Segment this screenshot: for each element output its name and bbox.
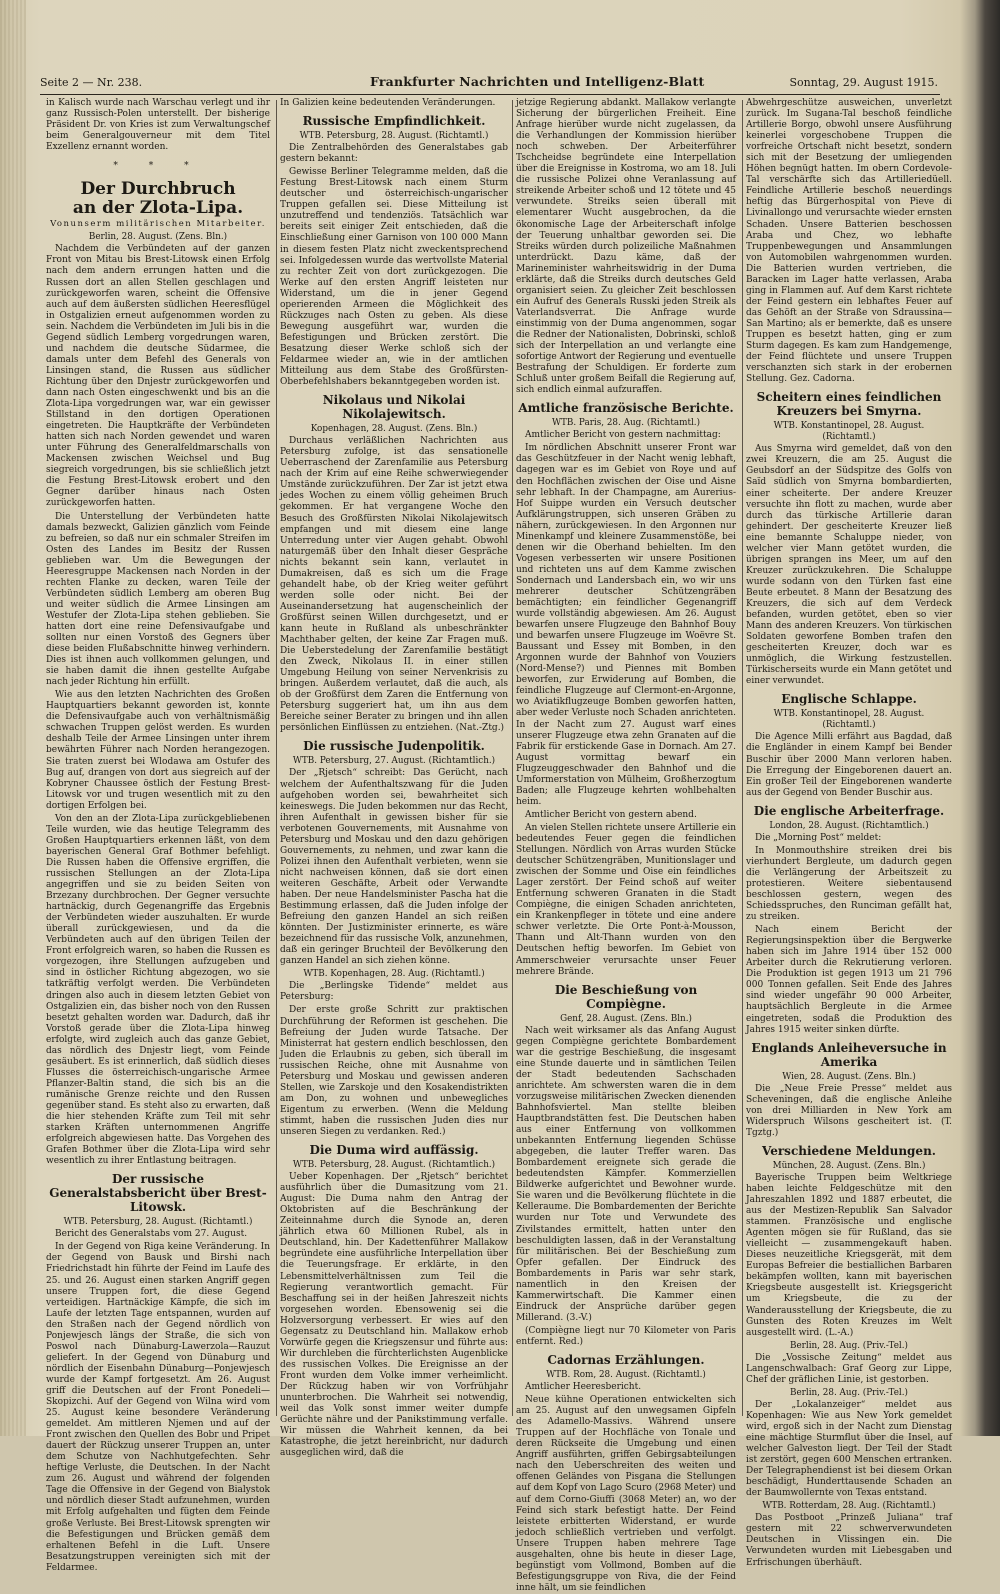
headline: Die englische Arbeiterfrage.	[753, 803, 945, 818]
page-number: Seite 2 — Nr. 238.	[40, 76, 143, 89]
article-text: In Monmouthshire streiken drei bis vierhundert Bergleute, um dadurch gegen die Verlängerung der Arbeitszeit zu protestieren. Weitere siebentausend beschlossen gestern, wegen des Schiedsspruches, den Runciman gefällt hat, zu streiken.	[746, 845, 952, 923]
dateline: WTB. Petersburg, 28. August. (Richtamtlich.)	[292, 1160, 496, 1171]
article-text: Die „Neue Freie Presse“ meldet aus Scheveningen, daß die englische Anleihe von drei Milliarden in New York am Widerspruch Wilsons gescheitert ist. (T. Tgztg.)	[746, 1083, 952, 1138]
headline: Englische Schlappe.	[781, 692, 917, 707]
article-text: Die Zentralbehörden des Generalstabes gab gestern bekannt:	[280, 143, 508, 165]
article-text: Bericht des Generalstabs vom 27. August.	[55, 1229, 248, 1240]
page-binding	[0, 0, 26, 1436]
dateline: WTB. Petersburg, 27. August. (Richtamtlich.)	[292, 756, 496, 767]
article-text: Der „Rjetsch“ schreibt: Das Gerücht, nach welchem der Aufenthaltszwang für die Juden aufgehoben worden sei, bewahrheitet sich keineswegs. Die Juden bekommen nur das Recht, ihren Aufenthalt in gewissen bisher für sie verbotenen Gouvernements, mit Ausnahme von Petersburg und Moskau und den dazu gehörigen Gouvernements, zu nehmen, und zwar kann die Polizei ihnen den Aufenthalt verbieten, wenn sie nicht nachweisen können, daß sie dort einen weiteren Geschäfte, Arbeit oder Verwandte haben. Der neue Handelsminister Pascha hat die Bestimmung erlassen, daß die Juden infolge der Befreiung den ganzen Handel an sich reißen könnten. Der Justizminister erinnerte, es wäre bezeichnend für das russische Volk, anzunehmen, daß ein geringer Bruchteil der Bevölkerung den ganzen Handel an sich ziehen könne.	[280, 768, 508, 967]
article-text: In der Gegend von Riga keine Veränderung. In der Gegend von Bausk und Birshi nach Friedrichstadt hin führte der Feind im Laufe des 25. und 26. August einen starken Angriff gegen unsere Truppen fort, die diese Gegend verteidigen. Hartnäckige Kämpfe, die sich im Laufe der letzten Tage entspannen, wurden auf den Straßen nach der Gegend nördlich von Ponjewjesch längs der Straße, die sich von Poswol nach Dünaburg-Lawerzola—Rauzut geliefert. In der Gegend von Dünaburg und nördlich der Eisenbahn Dünaburg—Ponjewjesch wurde der Kampf fortgesetzt. Am 26. August griff die Deutschen auf der Front Ponedeli—Skopizchi. Auf der Gegend von Wilna wird vom 25. August keine besondere Veränderung gemeldet. Am mittleren Njemen und auf der Front zwischen den Quellen des Bobr und Pripet dauert der Rückzug unserer Truppen an, unter dem Schutze von Nachhutgefechten. Sehr heftige Verluste, die Deutschen. In der Nacht zum 26. August und während der folgenden Tage die Offensive in der Gegend von Bialystok und nördlich dieser Stadt aufzunehmen, wurden mit Erfolg aufgehalten und fügten dem Feinde große Verluste. Bei Brest-Litowsk sprengten wir die Befestigungen und Brücken gemäß dem erhaltenen Befehl in die Luft. Unsere Besatzungstruppen vereinigten sich mit der Feldarmee.	[46, 1242, 270, 1573]
dateline: WTB. Petersburg, 28. August. (Richtamtl.)	[63, 1217, 253, 1228]
byline: Vonunserm militärischen Mitarbeiter.	[50, 219, 266, 230]
column-2	[280, 98, 508, 1459]
article-text: Von den an der Zlota-Lipa zurückgebliebenen Teile wurden, wie das heutige Telegramm des Großen Hauptquartiers erkennen läßt, von dem bayerischen General Graf Bothmer befehligt. Die Russen haben die Offensive ergriffen, die russischen Stellungen an der Zlota-Lipa angegriffen und sie zu beiden Seiten von Brzezany durchbrochen. Der Gegner versuchte hartnäckig, durch Gegenangriffe das Ergebnis der Verbündeten wieder auszuhalten. Er wurde überall zurückgewiesen, und da die Verbündeten auch auf den übrigen Teilen der Front erfolgreich waren, so haben die Russen es vorgezogen, ihre Stellungen aufzugeben und sind in östlicher Richtung abgezogen, wo sie tatkräftig verfolgt werden. Die Verbündeten dringen also auch in diesem letzten Gebiet von Ostgalizien ein, das bisher noch von den Russen besetzt gehalten worden war. Dadurch, daß ihr Vorstoß gerade über die Zlota-Lipa hinweg erfolgte, wird zugleich auch das ganze Gebiet, das nördlich des Dnjestr liegt, vom Feinde gesäubert. Es ist erinnerlich, daß südlich dieses Flusses die österreichisch-ungarische Armee Pflanzer-Baltin stand, die sich bis an die rumänische Grenze reichte und den Russen gegenüber stand. Es steht also zu erwarten, daß die hier stehenden Kräfte zum Teil mit sehr starken Kräften unternommenen Angriffe erfolgreich abgewiesen hatte. Das Vorgehen des Grafen Bothmer über die Zlota-Lipa wird sehr wesentlich zu ihrer Entlastung beitragen.	[46, 813, 270, 1167]
dateline: München, 28. August. (Zens. Bln.)	[772, 1160, 926, 1171]
newspaper-title: Frankfurter Nachrichten und Intelligenz-Blatt	[370, 74, 705, 89]
article-text: Die „Morning Post“ meldet:	[755, 832, 882, 843]
article-text: Bayerische Truppen beim Weltkriege haben leichte Feldgeschütze mit den Jahreszahlen 1892 und 1887 erbeutet, die aus der Mestizen-Republik San Salvador stammen. Französische und englische Agenten mögen sie für Rußland, das sie vielleicht — zusammengekauft haben. Dieses neuzeitliche Kriegsgerät, mit dem Europas Befreier die bestiallichen Barbaren bekämpfen wollten, kann mit bayerischen Kriegsbeute ausgestellt ist. Kriegsgericht um Kriegsbeute, die zu der Wanderausstellung der Kriegsbeute, die zu Gunsten des Roten Kreuzes im Welt ausgestellt wird. (L.-A.)	[746, 1172, 952, 1338]
article-text: Amtlicher Heeresbericht.	[525, 1382, 642, 1393]
article-text: jetzige Regierung abdankt. Mallakow verlangte Sicherung der bürgerlichen Freiheit. Eine Anfrage hierüber wurde nicht zugelassen, da die Verhandlungen der Kommission hierüber noch schweben. Der Arbeiterführer Tschcheidse begründete eine Interpellation über die Ereignisse in Kostroma, wo am 18. Juli die russische Polizei ohne Veranlassung auf streikende Arbeiter schoß und 12 tötete und 45 verwundete. Streiks seien überall mit elementarer Wucht ausgebrochen, da die ökonomische Lage der Arbeiterschaft infolge der Teuerung unhaltbar geworden sei. Die Streiks würden durch polizeiliche Maßnahmen unterdrückt. Dazu käme, daß der Marineminister wahrheitswidrig in der Duma erklärte, daß die Streiks durch deutsches Geld organisiert seien. Zu gleicher Zeit beschlossen ein Aufruf des Generals Russki jeden Streik als Vaterlandsverrat. Die Anfrage wurde einstimmig von der Duma angenommen, sogar die Redner der Nationalisten, Dobrinski, schloß sich der Interpellation an und verlangte eine sofortige Antwort der Regierung und eventuelle Bestrafung der Schuldigen. Er forderte zum Schluß unter großem Beifall die Regierung auf, sich endlich einmal aufzuraffen.	[516, 98, 736, 396]
article-text: Die „Vossische Zeitung“ meldet aus Langenschwalbach: Graf Georg zur Lippe, Chef der gräflichen Linie, ist gestorben.	[746, 1352, 952, 1385]
article-text: Neue kühne Operationen entwickelten sich am 25. August auf den unwegsamen Gipfeln des Adamello-Massivs. Während unsere Truppen auf der Hochfläche von Tonale und deren Rückseite die Umgebung und einen Angriff ausführten, griffen Gebirgsabteilungen nach den Ueberschreiten des weiten und offenen Geländes von Pisgana die Stellungen auf dem Kopf von Lago Scuro (2968 Meter) und auf dem Corno-Giuffi (3068 Meter) an, wo der Feind sich stark befestigt hatte. Der Feind leistete erbitterten Widerstand, er wurde jedoch schließlich vertrieben und verfolgt. Unsere Truppen haben mehrere Tage ausgehalten, ohne bis heute in dieser Lage, begünstigt vom Vollmond, Bomben auf die Befestigungsgruppe von Riva, die der Feind inne hält, um sie feindlichen	[516, 1395, 736, 1593]
column-divider	[276, 100, 277, 1416]
article-text: Gewisse Berliner Telegramme melden, daß die Festung Brest-Litowsk nach einem Sturm deutscher und österreichisch-ungarischer Truppen gefallen sei. Diese Mitteilung ist unzutreffend und tendenziös. Tatsächlich war bereits seit einiger Zeit entschieden, daß die Einschließung einer Garnison von 100 000 Mann in diesem festen Platz nicht zweckentsprechend sei. Infolgedessen wurde das wertvollste Material zu rechter Zeit von dort zurückgezogen. Die Werke auf den ersten Angriff leisteten nur Widerstand, um die in jener Gegend operierenden Armeen die Möglichkeit des Rückzuges nach Osten zu geben. Als diese Bewegung ausgeführt war, wurden die Befestigungen und Brücken zerstört. Die Besatzung dieser Werke schloß sich der Feldarmee wieder an, wie in der amtlichen Mitteilung aus dem Stabe des Großfürsten-Oberbefehlshabers bekanntgegeben worden ist.	[280, 167, 508, 388]
headline: Der russische Generalstabsbericht über Brest-Litowsk.	[49, 1172, 267, 1215]
article-text: Nach weit wirksamer als das Anfang August gegen Compiègne gerichtete Bombardement war die gestrige Beschießung, die insgesamt eine Stunde dauerte und in sämtlichen Teilen der Stadt bedeutenden Sachschaden anrichtete. Am schwersten waren die in dem vorzugsweise militärischen Zwecken dienenden Bahnhofsviertel. Man stellte bleiben Hauptbrandstätten fest. Die Deutschen haben aus einer Entfernung von vollkommen unbekannten Entfernung liegenden Schüsse abgegeben, die lauter Treffer waren. Das Bombardement ereignete sich gerade die bedeutendsten Kämpfer. Kommerziellen Bildwerke aufgerichtet und Bewohner wurde. Sie waren und die Bevölkerung flüchtete in die Kelleraume. Die Bombardementen der Berichte wurden nur Tote und Verwundete des Zivilstandes ermittelt, hatten unter den beschuldigten lassen, daß in der Veranstaltung für militärischen. Bei der Beschießung zum Opfer gefallen. Der Eindruck des Bombardements in Paris war sehr stark, namentlich in den Kreisen der Kammerwirtschaft. Die Kammer einen Eindruck der Ansprüche darüber gegen Millerand. (3.-V.)	[516, 1025, 736, 1323]
dateline: WTB. Petersburg, 28. August. (Richtamtl.)	[299, 131, 489, 142]
headline: Verschiedene Meldungen.	[762, 1143, 936, 1158]
article-text: Abwehrgeschütze ausweichen, unverletzt zurück. Im Sugana-Tal beschoß feindliche Artillerie Borgo, obwohl unsere Ausführung keinerlei vorgeschobene Truppen die vorfreiche Ortschaft nicht besetzt, sondern sich mit der Besetzung der umliegenden Höhen begnügt hatten. Im obern Cordevole-Tal verschärfte sich das Artilleriedüell. Feindliche Artillerie beschoß neuerdings heftig das Bürgerhospital von Pieve di Livinallongo und verursachte wieder ernsten Schaden. Unsere Batterien beschossen Araba und Chez, wo lebhafte Truppenbewegungen und Ansammlungen von Automobilen wahrgenommen wurden. Die Batterien wurden vertrieben, die Baracken im Lager hatte verlassen, Araba ging in Flammen auf. Auf dem Karst richtete der Feind gestern ein lebhaftes Feuer auf das Gehöft an der Straße von Sdraussina—San Martino; als er bemerkte, daß es unsere Truppen es besetzt hatten, ging er zum Sturm dagegen. Es kam zum Handgemenge, der Feind flüchtete und unsere Truppen verschanzten sich stark in der erobernen Stellung. Gez. Cadorna.	[746, 98, 952, 385]
dateline: WTB. Kopenhagen, 28. Aug. (Richtamtl.)	[303, 969, 485, 980]
article-text: Im nördlichen Abschnitt unserer Front war das Geschützfeuer in der Nacht wenig lebhaft, dagegen war es im Gebiet von Roye und auf den Hochflächen zwischen der Oise und Aisne sehr lebhaft. In der Champagne, am Aurerius-Hof Suippe wurden ein Versuch deutscher Aufklärungstruppen, sich unseren Gräben zu nähern, zurückgewiesen. In den Argonnen nur Minenkampf und kleinere Zusammenstöße, bei denen wir die Oberhand behielten. Im den Vogesen verbesserten wir unsere Positionen und richteten uns auf dem Kamme zwischen Sondernach und Landersbach ein, wo wir uns mehrerer deutscher Schützengräben bemächtigten; ein feindlicher Gegenangriff wurde vollständig abgewiesen. Am 26. August bewarfen unsere Flugzeuge den Bahnhof Bouy und bewarfen unsere Flugzeuge im Woëvre St. Baussant und Essey mit Bomben, in den Argonnen wurde der Bahnhof von Vouziers (Nord-Mense?) und Piennes mit Bomben beworfen, zur Erwiderung auf Bomben, die feindliche Flugzeuge auf Clermont-en-Argonne, wo Aviatikflugzeuge Bomben geworfen hatten, aber weder Verluste noch Schaden anrichteten. In der Nacht zum 27. August warf eines unserer Flugzeuge etwa zehn Granaten auf die Fabrik für erstickende Gase in Dornach. Am 27. August vormittag bewarf ein Flugzeuggeschwader den Bahnhof und die Umformerstation von Mülheim, Großherzogtum Baden; alle Flugzeuge kehrten wohlbehalten heim.	[516, 443, 736, 807]
dateline: Genf, 28. August. (Zens. Bln.)	[560, 1013, 692, 1024]
article-text: Wie aus den letzten Nachrichten des Großen Hauptquartiers bekannt geworden ist, konnte die Defensivaufgabe auch von verhältnismäßig schwachen Truppen gelöst werden. Es wurden deshalb Teile der Armee Linsingen unter ihrem bewährten Führer nach Norden herangezogen. Sie traten zuerst bei Wlodawa am Ostufer des Bug auf, drangen von dort aus siegreich auf der Kobryner Chaussee östlich der Festung Brest-Litowsk vor und trugen wesentlich mit zu den dortigen Erfolgen bei.	[46, 690, 270, 811]
article-text: Amtlicher Bericht von gestern abend.	[525, 809, 697, 820]
article-text: Die Unterstellung der Verbündeten hatte damals bezweckt, Galizien gänzlich vom Feinde zu befreien, so daß nur ein schmaler Streifen im Osten des Landes im Besitz der Russen geblieben war. Um die Bewegungen der Heeresgruppe Mackensen nach Norden in der rechten Flanke zu decken, waren Teile der Verbündeten südlich Lemberg am oberen Bug und weiter südlich die Armee Linsingen am Westufer der Zlota-Lipa stehen geblieben. Sie hatten dort eine reine Defensivaufgabe und sollten nur einen Vorstoß des Gegners über diese beiden Flußabschnitte hinweg verhindern. Dies ist ihnen auch vollkommen gelungen, und sie haben damit die ihnen gestellte Aufgabe nach jeder Richtung hin erfüllt.	[46, 511, 270, 688]
column-4	[746, 98, 952, 1568]
dateline: WTB. Konstantinopel, 28. August. (Richtamtl.)	[773, 421, 925, 443]
separator-stars: * * *	[113, 161, 203, 172]
column-divider	[742, 100, 743, 1416]
article-text: An vielen Stellen richtete unsere Artillerie ein bedeutendes Feuer gegen die feindlichen Stellungen. Nördlich von Arras wurden Stücke deutscher Schützengräben, Munitionslager und zwischen der Somme und Oise ein feindliches Lager zerstört. Der Feind schoß auf weiter Entfernung schweren Granaten in die Stadt Compiègne, die einigen Schaden anrichteten, ein Krankenpfleger in tötete und eine andere schwer verletzte. Die Orte Pont-à-Mousson, Thann und Alt-Thann wurden von den Deutschen heftig beworfen. Im Gebiet von Ammerschweier verursachte unser Feuer mehrere Brände.	[516, 822, 736, 977]
article-text: in Kalisch wurde nach Warschau verlegt und ihr ganz Russisch-Polen unterstellt. Der bisherige Präsident Dr. von Kries ist zum Verwaltungschef beim Generalgouverneur mit dem Titel Exzellenz ernannt worden.	[46, 98, 270, 153]
article-text: (Compiègne liegt nur 70 Kilometer von Paris entfernt. Red.)	[516, 1325, 736, 1347]
article-text: In Galizien keine bedeutenden Veränderungen.	[280, 98, 496, 108]
article-text: Die „Berlingske Tidende“ meldet aus Petersburg:	[280, 981, 508, 1003]
dateline: Berlin, 28. Aug. (Priv.-Tel.)	[790, 1340, 908, 1351]
article-text: Das Postboot „Prinzeß Juliana“ traf gestern mit 22 schwerverwundeten Deutschen in Vlissingen ein. Die Verwundeten wurden mit Liebesgaben und Erfrischungen überhäuft.	[746, 1513, 952, 1568]
article-text: Die Agence Milli erfährt aus Bagdad, daß die Engländer in einem Kampf bei Bender Buschir über 2000 Mann verloren haben. Die Erregung der Eingeborenen dauert an. Ein großer Teil der Eingeborenen wanderte aus der Gegend von Bender Buschir aus.	[746, 732, 952, 798]
article-text: Der erste große Schritt zur praktischen Durchführung der Reformen ist geschehen. Die Befreiung der Juden wurde Tatsache. Der Ministerrat hat gestern endlich beschlossen, den Juden die Erlaubnis zu geben, sich überall im russischen Reiche, ohne mit Ausnahme von Petersburg und Moskau und gewissen anderen Stellen, wie Zarskoje und den Kosakendistrikten am Don, zu wohnen und unbewegliches Eigentum zu erwerben. (Wenn die Meldung stimmt, haben die russischen Juden dies nur unseren Siegen zu verdanken. Red.)	[280, 1005, 508, 1137]
column-3	[516, 98, 736, 1593]
article-text: Nach einem Bericht der Regierungsinspektion über die Bergwerke haben sich im Jahre 1914 über 152 000 Arbeiter durch die Rekrutierung verloren. Die Produktion ist gegen 1913 um 21 796 000 Tonnen gefallen. Seit Ende des Jahres sind wieder ungefähr 90 000 Arbeiter, hauptsächlich Bergleute in die Armee eingetreten, sodaß die Produktion des Jahres 1915 weiter sinken dürfte.	[746, 925, 952, 1035]
article-text: Nachdem die Verbündeten auf der ganzen Front von Mitau bis Brest-Litowsk einen Erfolg nach dem andern errungen hatten und die Russen dort an allen Stellen geschlagen und zurückgeworfen waren, scheint die Offensive auch auf dem äußersten südlichen Heeresflügel in Ostgalizien erneut aufgenommen worden zu sein. Nachdem die Verbündeten im Juli bis in die Gegend südlich Lemberg vorgedrungen waren, und nachdem die deutsche Südarmee, die damals unter dem Befehl des Generals von Linsingen stand, die Russen aus südlicher Richtung über den Dnjestr zurückgeworfen und dann nach Osten eingeschwenkt und bis an die Zlota-Lipa vorgedrungen war, war ein gewisser Stillstand in den dortigen Operationen eingetreten. Die Hauptkräfte der Verbündeten hatten sich nach Norden gewendet und waren unter Führung des Generalfeldmarschalls von Mackensen zwischen Weichsel und Bug siegreich vorgedrungen, bis sie schließlich jetzt die Festung Brest-Litowsk erobert und den Gegner darüber hinaus nach Osten zurückgeworfen hatten.	[46, 244, 270, 509]
article-text: Durchaus verläßlichen Nachrichten aus Petersburg zufolge, ist das sensationelle Ueberraschend der Zarenfamilie aus Petersburg nach der Krim auf eine Reihe schwerwiegender Umstände zurückzuführen. Der Zar ist jetzt etwa jedes Wochen zu einem völlig geheimen Bruch gekommen. Er hat vergangene Woche den Besuch des Großfürsten Nikolai Nikolajewitsch empfangen und mit diesem eine lange Unterredung unter vier Augen gehabt. Obwohl naturgemäß über den Inhalt dieser Gespräche nichts bekannt sein kann, verlautet in Dumakreisen, daß es sich um die Frage gehandelt habe, ob der Krieg weiter geführt werden solle oder nicht. Bei der Auseinandersetzung hat augenscheinlich der Großfürst seinen Willen durchgesetzt, und er kann heute in Rußland als unbeschränkter Machthaber gelten, der keine Zar Fragen muß. Die Ueberstedelung der Zarenfamilie bestätigt den Zweck, Nikolaus II. in einer stillen Umgebung Heilung von seiner Nervenkrisis zu bringen. Außerdem verlautet, daß die auch, als ob der Großfürst dem Zaren die Entfernung von Petersburg suggeriert hat, um ihn aus dem Bereiche seiner Berater zu bringen und ihn allen persönlichen Einflüssen zu entziehen. (Nat.-Ztg.)	[280, 436, 508, 734]
dateline: London, 28. August. (Richtamtlich.)	[769, 820, 929, 831]
dateline: Berlin, 28. August. (Zens. Bln.)	[88, 232, 228, 243]
dateline: Berlin, 28. Aug. (Priv.-Tel.)	[790, 1387, 908, 1398]
column-1	[46, 98, 270, 1573]
dateline: WTB. Paris, 28. Aug. (Richtamtl.)	[551, 418, 701, 429]
headline: Die russische Judenpolitik.	[303, 739, 485, 754]
article-text: Aus Smyrna wird gemeldet, daß von den zwei Kreuzern, die am 25. August die Geubsdorf an der Südspitze des Golfs von Saïd südlich von Smyrna bombardierten, einer scheiterte. Der andere Kreuzer versuchte ihn flott zu machen, wurde aber durch das türkische Artillerie daran gehindert. Der gescheiterte Kreuzer ließ eine bemannte Schaluppe nieder, von welcher vier Mann getötet wurden, die übrigen sprangen ins Meer, um auf den Kreuzer zurückzukehren. Die Schaluppe wurde sodann von den Türken fast eine Beute erbeutet. 8 Mann der Besatzung des Kreuzers, die sich auf dem Verdeck befanden, wurden getötet, eben so vier Mann des anderen Kreuzers. Von türkischen Soldaten geworfene Bomben trafen den gescheiterten Kreuzer, doch war es unmöglich, die Wirkung festzustellen. Türkischerseits wurde ein Mann getötet und einer verwundet.	[746, 444, 952, 687]
headline: Scheitern eines feindlichen Kreuzers bei Smyrna.	[756, 390, 942, 419]
column-divider	[512, 100, 513, 1416]
dateline: WTB. Rom, 28. August. (Richtamtl.)	[546, 1370, 706, 1381]
issue-date: Sonntag, 29. August 1915.	[789, 76, 938, 89]
dateline: WTB. Rotterdam, 28. Aug. (Richtamtl.)	[762, 1501, 936, 1512]
headline: Amtliche französische Berichte.	[518, 401, 734, 416]
dateline: Wien, 28. August. (Zens. Bln.)	[782, 1071, 916, 1082]
headline: Der Durchbruch an der Zlota-Lipa.	[72, 179, 244, 219]
masthead	[40, 74, 940, 95]
headline: Nikolaus und Nikolai Nikolajewitsch.	[322, 393, 466, 422]
headline: Englands Anleiheversuche in Amerika	[751, 1040, 947, 1069]
article-text: Der „Lokalanzeiger“ meldet aus Kopenhagen: Wie aus New York gemeldet wird, ergoß sich in der Nacht zum Dienstag eine mächtige Sturmflut über die Insel, auf welcher Galveston liegt. Der Teil der Stadt ist zerstört, gegen 600 Menschen ertranken. Der Telegraphendienst ist bei diesem Orkan beschädigt, Hunderttausende Schaden an der Baumwollernte von Texas entstand.	[746, 1399, 952, 1499]
article-text: Amtlicher Bericht von gestern nachmittag:	[525, 430, 721, 441]
dateline: WTB. Konstantinopel, 28. August. (Richtamtl.)	[773, 709, 925, 731]
dateline: Kopenhagen, 28. August. (Zens. Bln.)	[310, 424, 478, 435]
headline: Die Duma wird auffässig.	[309, 1143, 479, 1158]
headline: Die Beschießung von Compiègne.	[554, 982, 698, 1011]
article-text: Ueber Kopenhagen. Der „Rjetsch“ berichtet ausführlich über die Dumasitzung vom 21. August: Die Duma nahm den Antrag der Oktobristen auf die Beschränkung der Zeiteinnahme durch die Synode an, deren jährlich etwa 60 Millionen Rubel, als in Deutschland, hin. Der Kadettenführer Mallakow begründete eine ausführliche Interpellation über die Teuerungsfrage. Er erklärte, in den Lebensmittelverhältnissen zum Teil die Regierung verantwortlich gemacht. Für Beschaffung sei in der heißen Jahreszeit nichts vorgesehen worden. Ebensowenig sei die Holzversorgung verbessert. Er wies auf den Gegensatz zu Deutschland hin. Mallakow erhob Vorwürfe gegen die Kriegszensur und führte aus: Wir durchleben die fürchterlichsten Augenblicke des russischen Volkes. Die Ereignisse an der Front wurden dem Volke immer verheimlicht. Der Rückzug haben wir von Vorfrühjahr ununterbrochen. Die Wahrheit sei notwendig, weil das Volk sonst immer weiter dumpfe Gerüchte nähre und der Panikstimmung verfalle. Wir müssen die Wahrheit kennen, da bei Katastrophe, die jetzt hereinbricht, nur dadurch ausgeglichen wird, daß die	[280, 1172, 508, 1459]
headline: Cadornas Erzählungen.	[547, 1353, 705, 1368]
headline: Russische Empfindlichkeit.	[302, 114, 486, 129]
